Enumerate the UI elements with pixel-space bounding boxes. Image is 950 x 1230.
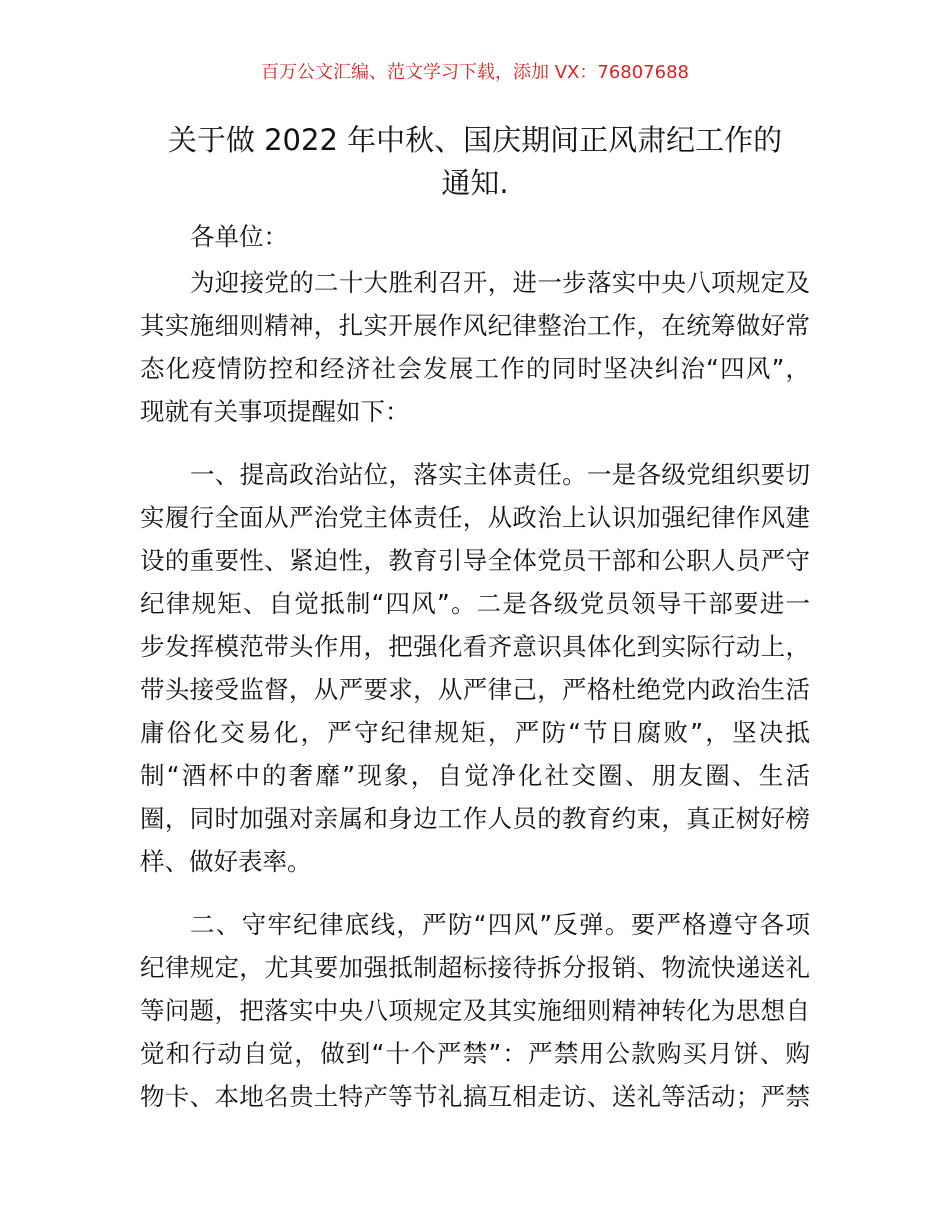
paragraph-2-line: 庸俗化交易化，严守纪律规矩，严防“节日腐败”，坚决抵 bbox=[140, 718, 810, 747]
paragraph-2-line: 设的重要性、紧迫性，教育引导全体党员干部和公职人员严守 bbox=[140, 546, 810, 575]
paragraph-2-line: 实履行全面从严治党主体责任，从政治上认识加强纪律作风建 bbox=[140, 503, 810, 532]
paragraph-2-line: 纪律规矩、自觉抵制“四风”。二是各级党员领导干部要进一 bbox=[140, 589, 810, 618]
paragraph-1-line: 其实施细则精神，扎实开展作风纪律整治工作，在统筹做好常 bbox=[140, 311, 810, 340]
paragraph-2-line: 圈，同时加强对亲属和身边工作人员的教育约束，真正树好榜 bbox=[140, 804, 810, 833]
paragraph-2-line: 制“酒杯中的奢靡”现象，自觉净化社交圈、朋友圈、生活 bbox=[140, 761, 810, 790]
paragraph-2-line: 一、提高政治站位，落实主体责任。一是各级党组织要切 bbox=[190, 460, 810, 489]
paragraph-1-line: 态化疫情防控和经济社会发展工作的同时坚决纠治“四风”， bbox=[140, 354, 810, 383]
paragraph-3-line: 纪律规定，尤其要加强抵制超标接待拆分报销、物流快递送礼 bbox=[140, 953, 810, 982]
paragraph-3-line: 等问题，把落实中央八项规定及其实施细则精神转化为思想自 bbox=[140, 996, 810, 1025]
paragraph-3-line: 觉和行动自觉，做到“十个严禁”：严禁用公款购买月饼、购 bbox=[140, 1039, 810, 1068]
paragraph-1-line: 为迎接党的二十大胜利召开，进一步落实中央八项规定及 bbox=[190, 268, 810, 297]
paragraph-2-line: 步发挥模范带头作用，把强化看齐意识具体化到实际行动上， bbox=[140, 632, 810, 661]
paragraph-3-line: 二、守牢纪律底线，严防“四风”反弹。要严格遵守各项 bbox=[190, 910, 810, 939]
paragraph-1-line: 现就有关事项提醒如下： bbox=[140, 397, 410, 426]
paragraph-2-line: 带头接受监督，从严要求，从严律己，严格杜绝党内政治生活 bbox=[140, 675, 810, 704]
salutation: 各单位： bbox=[190, 222, 288, 251]
paragraph-3-line: 物卡、本地名贵土特产等节礼搞互相走访、送礼等活动；严禁 bbox=[140, 1082, 810, 1111]
document-title-line-1: 关于做 2022 年中秋、国庆期间正风肃纪工作的 bbox=[167, 123, 783, 157]
paragraph-2-line: 样、做好表率。 bbox=[140, 847, 312, 876]
watermark-header: 百万公文汇编、范文学习下载，添加 VX：76807688 bbox=[261, 62, 689, 83]
document-title-line-2: 通知. bbox=[441, 166, 509, 200]
